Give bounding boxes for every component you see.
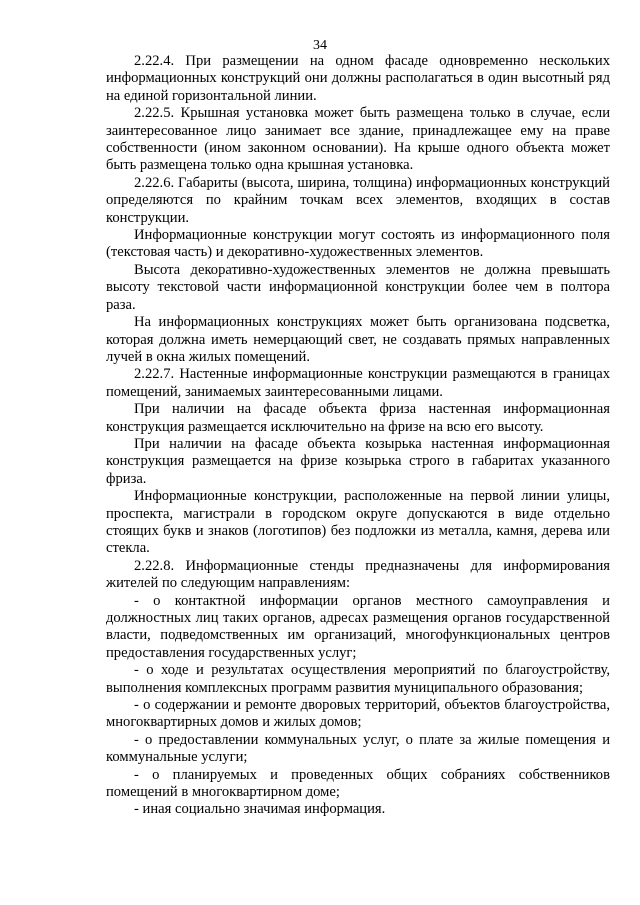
list-item-maintenance: - о содержании и ремонте дворовых территорий, объектов благоустройства, многоквартирных домов и жилых домов;	[106, 697, 610, 731]
list-item-utilities: - о предоставлении коммунальных услуг, о плате за жилые помещения и коммунальные услуги;	[106, 731, 610, 766]
list-item-contacts: - о контактной информации органов местного самоуправления и должностных лиц таких органов, адресах размещения органов государственной власти, подведомственных им организаций, многофункциональных центров предоставления государственных услуг;	[106, 592, 610, 661]
paragraph-first-line: Информационные конструкции, расположенные на первой линии улицы, проспекта, магистрали в городском округе допускаются в виде отдельно стоящих букв и знаков (логотипов) без подложки из металла, камня, дерева или стекла.	[106, 488, 610, 557]
list-item-improvement: - о ходе и результатах осуществления мероприятий по благоустройству, выполнения комплексных программ развития муниципального образования;	[106, 662, 610, 696]
page-number: 34	[313, 38, 327, 53]
paragraph-2-22-6: 2.22.6. Габариты (высота, ширина, толщина) информационных конструкций определяются по крайним точкам всех элементов, входящих в состав конструкции.	[106, 174, 610, 226]
paragraph-2-22-4: 2.22.4. При размещении на одном фасаде одновременно нескольких информационных конструкций они должны располагаться в один высотный ряд на единой горизонтальной линии.	[106, 53, 610, 104]
paragraph-2-22-5: 2.22.5. Крышная установка может быть размещена только в случае, если заинтересованное лицо занимает все здание, принадлежащее ему на праве собственности (ином законном основании). На крыше одного объекта может быть размещена только одна крышная установка.	[106, 105, 610, 174]
paragraph-composition: Информационные конструкции могут состоять из информационного поля (текстовая часть) и декоративно-художественных элементов.	[106, 227, 610, 261]
list-item-meetings: - о планируемых и проведенных общих собраниях собственников помещений в многоквартирном доме;	[106, 766, 610, 801]
paragraph-lighting: На информационных конструкциях может быть организована подсветка, которая должна иметь немерцающий свет, не создавать прямых направленных лучей в окна жилых помещений.	[106, 314, 610, 365]
paragraph-decorative-height: Высота декоративно-художественных элементов не должна превышать высоту текстовой части информационной конструкции более чем в полтора раза.	[106, 261, 610, 313]
list-item-other: - иная социально значимая информация.	[134, 801, 386, 818]
document-body	[106, 53, 610, 819]
paragraph-frieze: При наличии на фасаде объекта фриза настенная информационная конструкция размещается исключительно на фризе на всю его высоту.	[106, 401, 610, 435]
paragraph-2-22-7: 2.22.7. Настенные информационные конструкции размещаются в границах помещений, занимаемых заинтересованными лицами.	[106, 366, 610, 400]
paragraph-canopy: При наличии на фасаде объекта козырька настенная информационная конструкция размещается на фризе козырька строго в габаритах указанного фриза.	[106, 435, 610, 487]
paragraph-2-22-8: 2.22.8. Информационные стенды предназначены для информирования жителей по следующим направлениям:	[106, 557, 610, 592]
